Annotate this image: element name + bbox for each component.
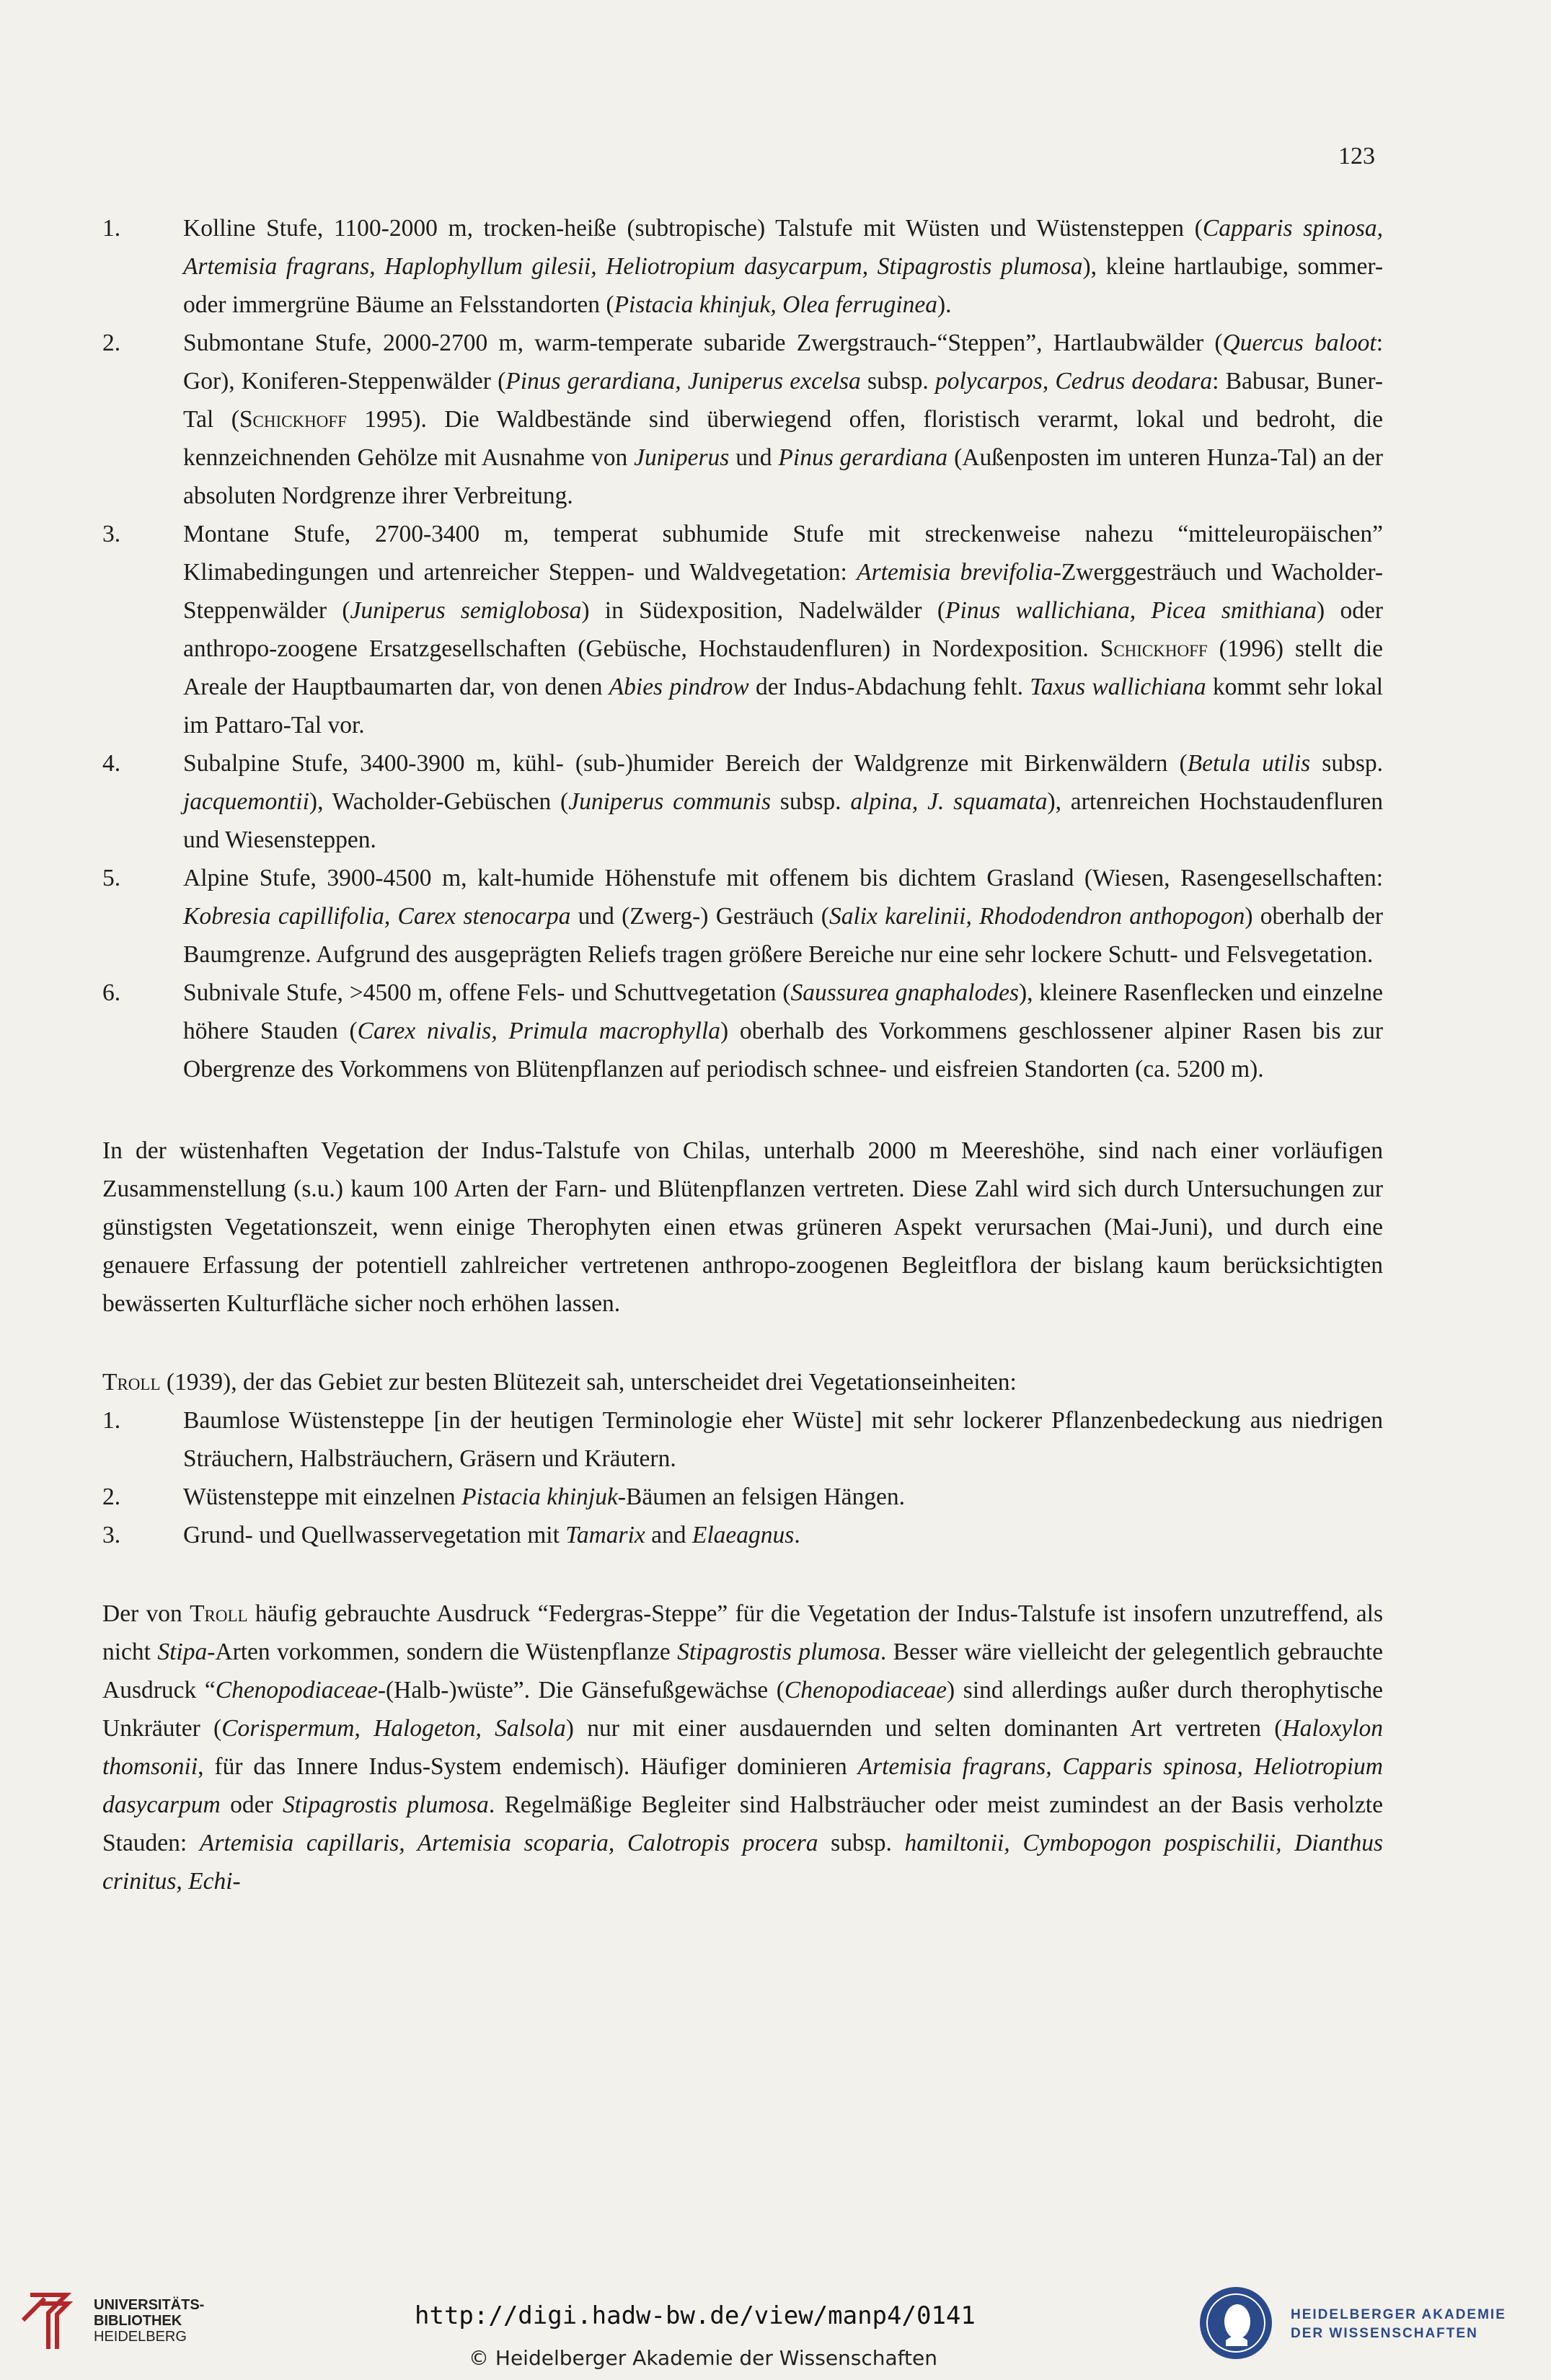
list-number: 5.: [102, 865, 121, 891]
zone-item-3: [102, 515, 1383, 744]
ub-line-3: HEIDELBERG: [94, 2329, 187, 2345]
list-number: 3.: [102, 521, 121, 547]
academy-name: [1291, 2306, 1506, 2343]
list-number: 2.: [102, 1484, 121, 1510]
list-item-text: Baumlose Wüstensteppe [in der heutigen Terminologie eher Wüste] mit sehr lockerer Pflanzenbedeckung aus niedrigen Sträuchern, Halbsträuchern, Gräsern und Kräutern.: [183, 1407, 1383, 1472]
copyright-notice: © Heidelberger Akademie der Wissenschaften: [469, 2346, 938, 2370]
university-library-name: [94, 2297, 204, 2345]
paragraph-chilas: In der wüstenhaften Vegetation der Indus-Talstufe von Chilas, unterhalb 2000 m Meereshöhe, sind nach einer vorläufigen Zusammenstellung (s.u.) kaum 100 Arten der Farn- und Blütenpflanzen vertreten. Diese Zahl wird sich durch Untersuchungen zur günstigsten Vegetationszeit, wenn einige Therophyten einen etwas grüneren Aspekt verursachen (Mai-Juni), und durch eine genauere Erfassung der potentiell zahlreicher vertretenen anthropo-zoogenen Begleitflora der bislang kaum berücksichtigten bewässerten Kulturfläche sicher noch erhöhen lassen.: [102, 1137, 1383, 1317]
footer: [0, 2268, 1551, 2380]
list-number: 3.: [102, 1522, 121, 1548]
list-item-text: Subnivale Stufe, >4500 m, offene Fels- und Schuttvegetation (Saussurea gnaphalodes), kleinere Rasenflecken und einzelne höhere Stauden (Carex nivalis, Primula macrophylla) oberhalb des Vorkommens geschlossener alpiner Rasen bis zur Obergrenze des Vorkommens von Blütenpflanzen auf periodisch schnee- und eisfreien Standorten (ca. 5200 m).: [183, 979, 1384, 1083]
source-url-link[interactable]: http://digi.hadw-bw.de/view/manp4/0141: [415, 2301, 976, 2330]
list-number: 6.: [102, 979, 121, 1006]
troll-item-2: [102, 1478, 1383, 1516]
list-item-text: Wüstensteppe mit einzelnen Pistacia khinjuk-Bäumen an felsigen Hängen.: [183, 1484, 905, 1510]
list-item-text: Montane Stufe, 2700-3400 m, temperat subhumide Stufe mit streckenweise nahezu “mitteleuropäischen” Klimabedingungen und artenreicher Steppen- und Waldvegetation: Artemisia brevifolia-Zwerggesträuch und Wacholder-Steppenwälder (Juniperus semiglobosa) in Südexposition, Nadelwälder (Pinus wallichiana, Picea smithiana) oder anthropo-zoogene Ersatzgesellschaften (Gebüsche, Hochstaudenfluren) in Nordexposition. Schickhoff (1996) stellt die Areale der Hauptbaumarten dar, von denen Abies pindrow der Indus-Abdachung fehlt. Taxus wallichiana kommt sehr lokal im Pattaro-Tal vor.: [183, 521, 1384, 739]
zone-item-5: [102, 859, 1383, 974]
page-content: [102, 209, 1383, 1900]
ub-line-1: UNIVERSITÄTS-: [94, 2297, 205, 2313]
zone-item-4: [102, 744, 1383, 859]
academy-seal-icon: [1197, 2284, 1275, 2362]
list-number: 4.: [102, 750, 121, 777]
ub-line-2: BIBLIOTHEK: [94, 2313, 182, 2329]
list-item-text: Kolline Stufe, 1100-2000 m, trocken-heiße (subtropische) Talstufe mit Wüsten und Wüstensteppen (Capparis spinosa, Artemisia fragrans, Haplophyllum gilesii, Heliotropium dasycarpum, Stipagrostis plumosa), kleine hartlaubige, sommer- oder immergrüne Bäume an Felsstandorten (Pistacia khinjuk, Olea ferruginea).: [183, 215, 1384, 318]
list-number: 2.: [102, 330, 121, 356]
zone-item-6: [102, 974, 1383, 1088]
list-number: 1.: [102, 215, 121, 242]
troll-units-list: [102, 1401, 1383, 1554]
academy-line-1: HEIDELBERGER AKADEMIE: [1291, 2307, 1506, 2322]
paragraph-troll-intro: Troll (1939), der das Gebiet zur besten Blütezeit sah, unterscheidet drei Vegetationseinheiten:: [102, 1369, 1017, 1396]
academy-line-2: DER WISSENSCHAFTEN: [1291, 2326, 1478, 2341]
troll-item-3: [102, 1516, 1383, 1554]
zone-item-1: [102, 209, 1383, 324]
university-library-logo-icon: [16, 2284, 88, 2356]
list-item-text: Alpine Stufe, 3900-4500 m, kalt-humide Höhenstufe mit offenem bis dichtem Grasland (Wiesen, Rasengesellschaften: Kobresia capillifolia, Carex stenocarpa und (Zwerg-) Gesträuch (Salix karelinii, Rhododendron anthopogon) oberhalb der Baumgrenze. Aufgrund des ausgeprägten Reliefs tragen größere Bereiche nur eine sehr lockere Schutt- und Felsvegetation.: [183, 865, 1384, 968]
list-item-text: Grund- und Quellwasservegetation mit Tamarix and Elaeagnus.: [183, 1522, 800, 1548]
page-number: 123: [1338, 143, 1375, 169]
zone-item-2: [102, 324, 1383, 515]
troll-item-1: [102, 1401, 1383, 1478]
list-item-text: Subalpine Stufe, 3400-3900 m, kühl- (sub-)humider Bereich der Waldgrenze mit Birkenwäldern (Betula utilis subsp. jacquemontii), Wacholder-Gebüschen (Juniperus communis subsp. alpina, J. squamata), artenreichen Hochstaudenfluren und Wiesensteppen.: [183, 750, 1384, 853]
list-item-text: Submontane Stufe, 2000-2700 m, warm-temperate subaride Zwergstrauch-“Steppen”, Hartlaubwälder (Quercus baloot: Gor), Koniferen-Steppenwälder (Pinus gerardiana, Juniperus excelsa subsp. polycarpos, Cedrus deodara: Babusar, Buner-Tal (Schickhoff 1995). Die Waldbestände sind überwiegend offen, floristisch verarmt, lokal und bedroht, die kennzeichnenden Gehölze mit Ausnahme von Juniperus und Pinus gerardiana (Außenposten im unteren Hunza-Tal) an der absoluten Nordgrenze ihrer Verbreitung.: [183, 330, 1384, 509]
vegetation-zones-list: [102, 209, 1383, 1088]
list-number: 1.: [102, 1407, 121, 1434]
paragraph-federgras: Der von Troll häufig gebrauchte Ausdruck “Federgras-Steppe” für die Vegetation der Indus-Talstufe ist insofern unzutreffend, als nicht Stipa-Arten vorkommen, sondern die Wüstenpflanze Stipagrostis plumosa. Besser wäre vielleicht der gelegentlich gebrauchte Ausdruck “Chenopodiaceae-(Halb-)wüste”. Die Gänsefußgewächse (Chenopodiaceae) sind allerdings außer durch therophytische Unkräuter (Corispermum, Halogeton, Salsola) nur mit einer ausdauernden und selten dominanten Art vertreten (Haloxylon thomsonii, für das Innere Indus-System endemisch). Häufiger dominieren Artemisia fragrans, Capparis spinosa, Heliotropium dasycarpum oder Stipagrostis plumosa. Regelmäßige Begleiter sind Halbsträucher oder meist zumindest an der Basis verholzte Stauden: Artemisia capillaris, Artemisia scoparia, Calotropis procera subsp. hamiltonii, Cymbopogon pospischilii, Dianthus crinitus, Echi-: [102, 1600, 1384, 1895]
